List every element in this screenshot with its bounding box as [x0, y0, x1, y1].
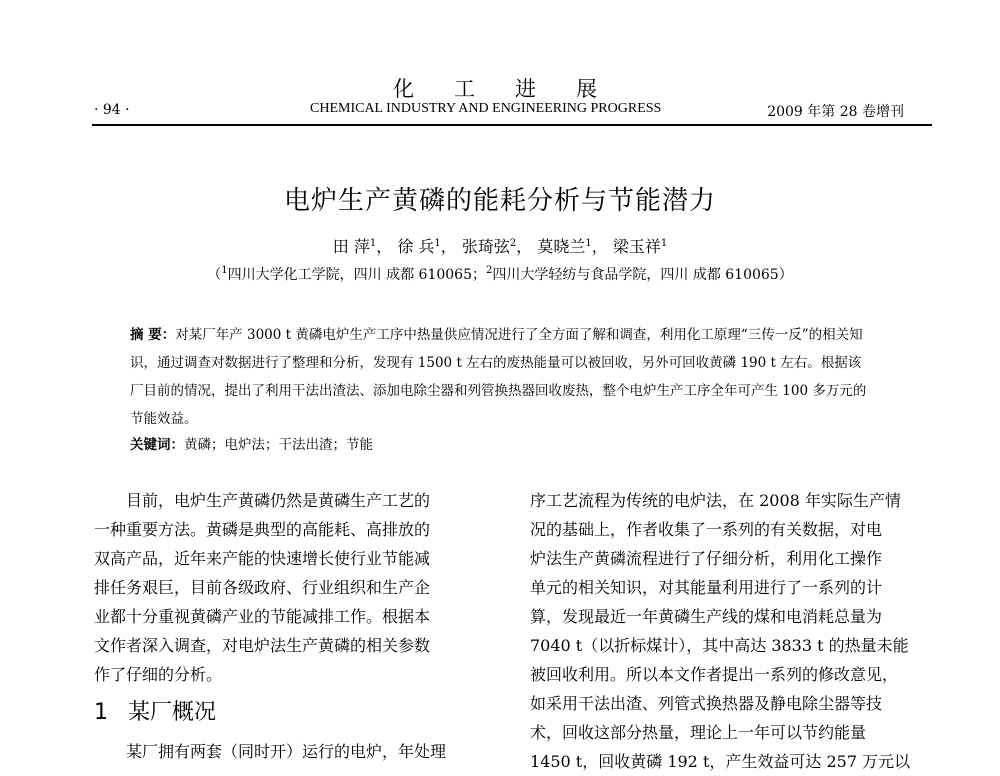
left-column-continued	[94, 737, 446, 766]
abstract-label: 摘 要：	[130, 327, 176, 343]
paragraph-line: 1450 t，回收黄磷 192 t，产生效益可达 257 万元以	[530, 752, 911, 771]
paragraph-line: 双高产品，近年来产能的快速增长使行业节能减	[94, 549, 431, 568]
author-list: 田 萍$^1$， 徐 兵$^1$， 张琦弦$^2$， 莫晓兰$^1$， 梁玉祥$^1$	[332, 237, 668, 256]
paragraph-line: 7040 t（以折标煤计），其中高达 3833 t 的热量未能	[530, 636, 909, 655]
affiliation: 四川大学轻纺与食品学院，四川 成都 610065	[492, 267, 779, 283]
left-column	[94, 486, 494, 689]
paragraph-line: 如采用干法出渣、列管式换热器及静电除尘器等技	[530, 694, 883, 713]
paragraph-line: 被回收利用。所以本文作者提出一系列的修改意见，	[530, 665, 899, 684]
paragraph-line: 作了仔细的分析。	[94, 665, 223, 684]
paragraph-line: 文作者深入调查，对电炉法生产黄磷的相关参数	[94, 636, 431, 655]
issue-info: 2009 年第 28 卷增刊	[767, 104, 904, 120]
paragraph-line: 炉法生产黄磷流程进行了仔细分析，利用化工操作	[530, 549, 883, 568]
affil-sup: 1	[221, 265, 228, 276]
paragraph-line: 业都十分重视黄磷产业的节能减排工作。根据本	[94, 607, 431, 626]
author: 田 萍	[332, 237, 370, 256]
author: 张琦弦	[461, 237, 510, 256]
keywords	[130, 433, 373, 453]
right-column	[530, 486, 930, 776]
header-rule	[92, 124, 932, 126]
keywords-label: 关键词：	[130, 437, 184, 453]
journal-title-en: CHEMICAL INDUSTRY AND ENGINEERING PROGRESS	[310, 101, 662, 116]
paragraph-line: 一种重要方法。黄磷是典型的高能耗、高排放的	[94, 520, 431, 539]
paragraph-line: 算，发现最近一年黄磷生产线的煤和电消耗总量为	[530, 607, 883, 626]
paragraph-line: 目前，电炉生产黄磷仍然是黄磷生产工艺的	[126, 491, 431, 510]
section-title: 某厂概况	[128, 700, 217, 725]
paragraph-line: 序工艺流程为传统的电炉法，在 2008 年实际生产情	[530, 491, 901, 510]
journal-title-cn: 化工进展	[393, 77, 637, 101]
author-sup: 2	[509, 238, 517, 249]
section-heading	[94, 695, 216, 726]
article-title: 电炉生产黄磷的能耗分析与节能潜力	[283, 186, 716, 216]
author-sup: 1	[369, 238, 377, 249]
affil-sup: 2	[486, 265, 493, 276]
page-number: · 94 ·	[94, 102, 130, 118]
abstract-text: 对某厂年产 3000 t 黄磷电炉生产工序中热量供应情况进行了全方面了解和调查，利用化工原理“三传一反”的相关知识，通过调查对数据进行了整理和分析，发现有 1500 t 左右的废热能量可以被回收，另外可回收黄磷 190 t 左右。根据该厂目前的情况，提出了利用干法出渣法、添加电除尘器和列管换热器回收废热，整个电炉生产工序全年可产生 100 多万元的节能效益。	[130, 327, 867, 427]
section-number: 1	[94, 700, 108, 725]
paragraph-line: 某厂拥有两套（同时开）运行的电炉，年处理	[126, 742, 447, 761]
author-sup: 1	[585, 238, 592, 249]
author-sup: 1	[434, 238, 441, 249]
paragraph-line: 单元的相关知识，对其能量利用进行了一系列的计	[530, 578, 883, 597]
author: 梁玉祥	[612, 237, 661, 256]
paragraph-line: 排任务艰巨，目前各级政府、行业组织和生产企	[94, 578, 431, 597]
author: 徐 兵	[397, 237, 435, 256]
paragraph-line: 术，回收这部分热量，理论上一年可以节约能量	[530, 723, 867, 742]
affiliations: （$^1$四川大学化工学院，四川 成都 610065；$^2$四川大学轻纺与食品学院，四川 成都 610065）	[207, 265, 793, 283]
author-sup: 1	[660, 238, 668, 249]
paragraph-line: 况的基础上，作者收集了一系列的有关数据，对电	[530, 520, 883, 539]
abstract	[130, 321, 870, 433]
author: 莫晓兰	[537, 237, 586, 256]
keywords-text: 黄磷；电炉法；干法出渣；节能	[184, 437, 373, 453]
affiliation: 四川大学化工学院，四川 成都 610065；	[227, 267, 486, 283]
